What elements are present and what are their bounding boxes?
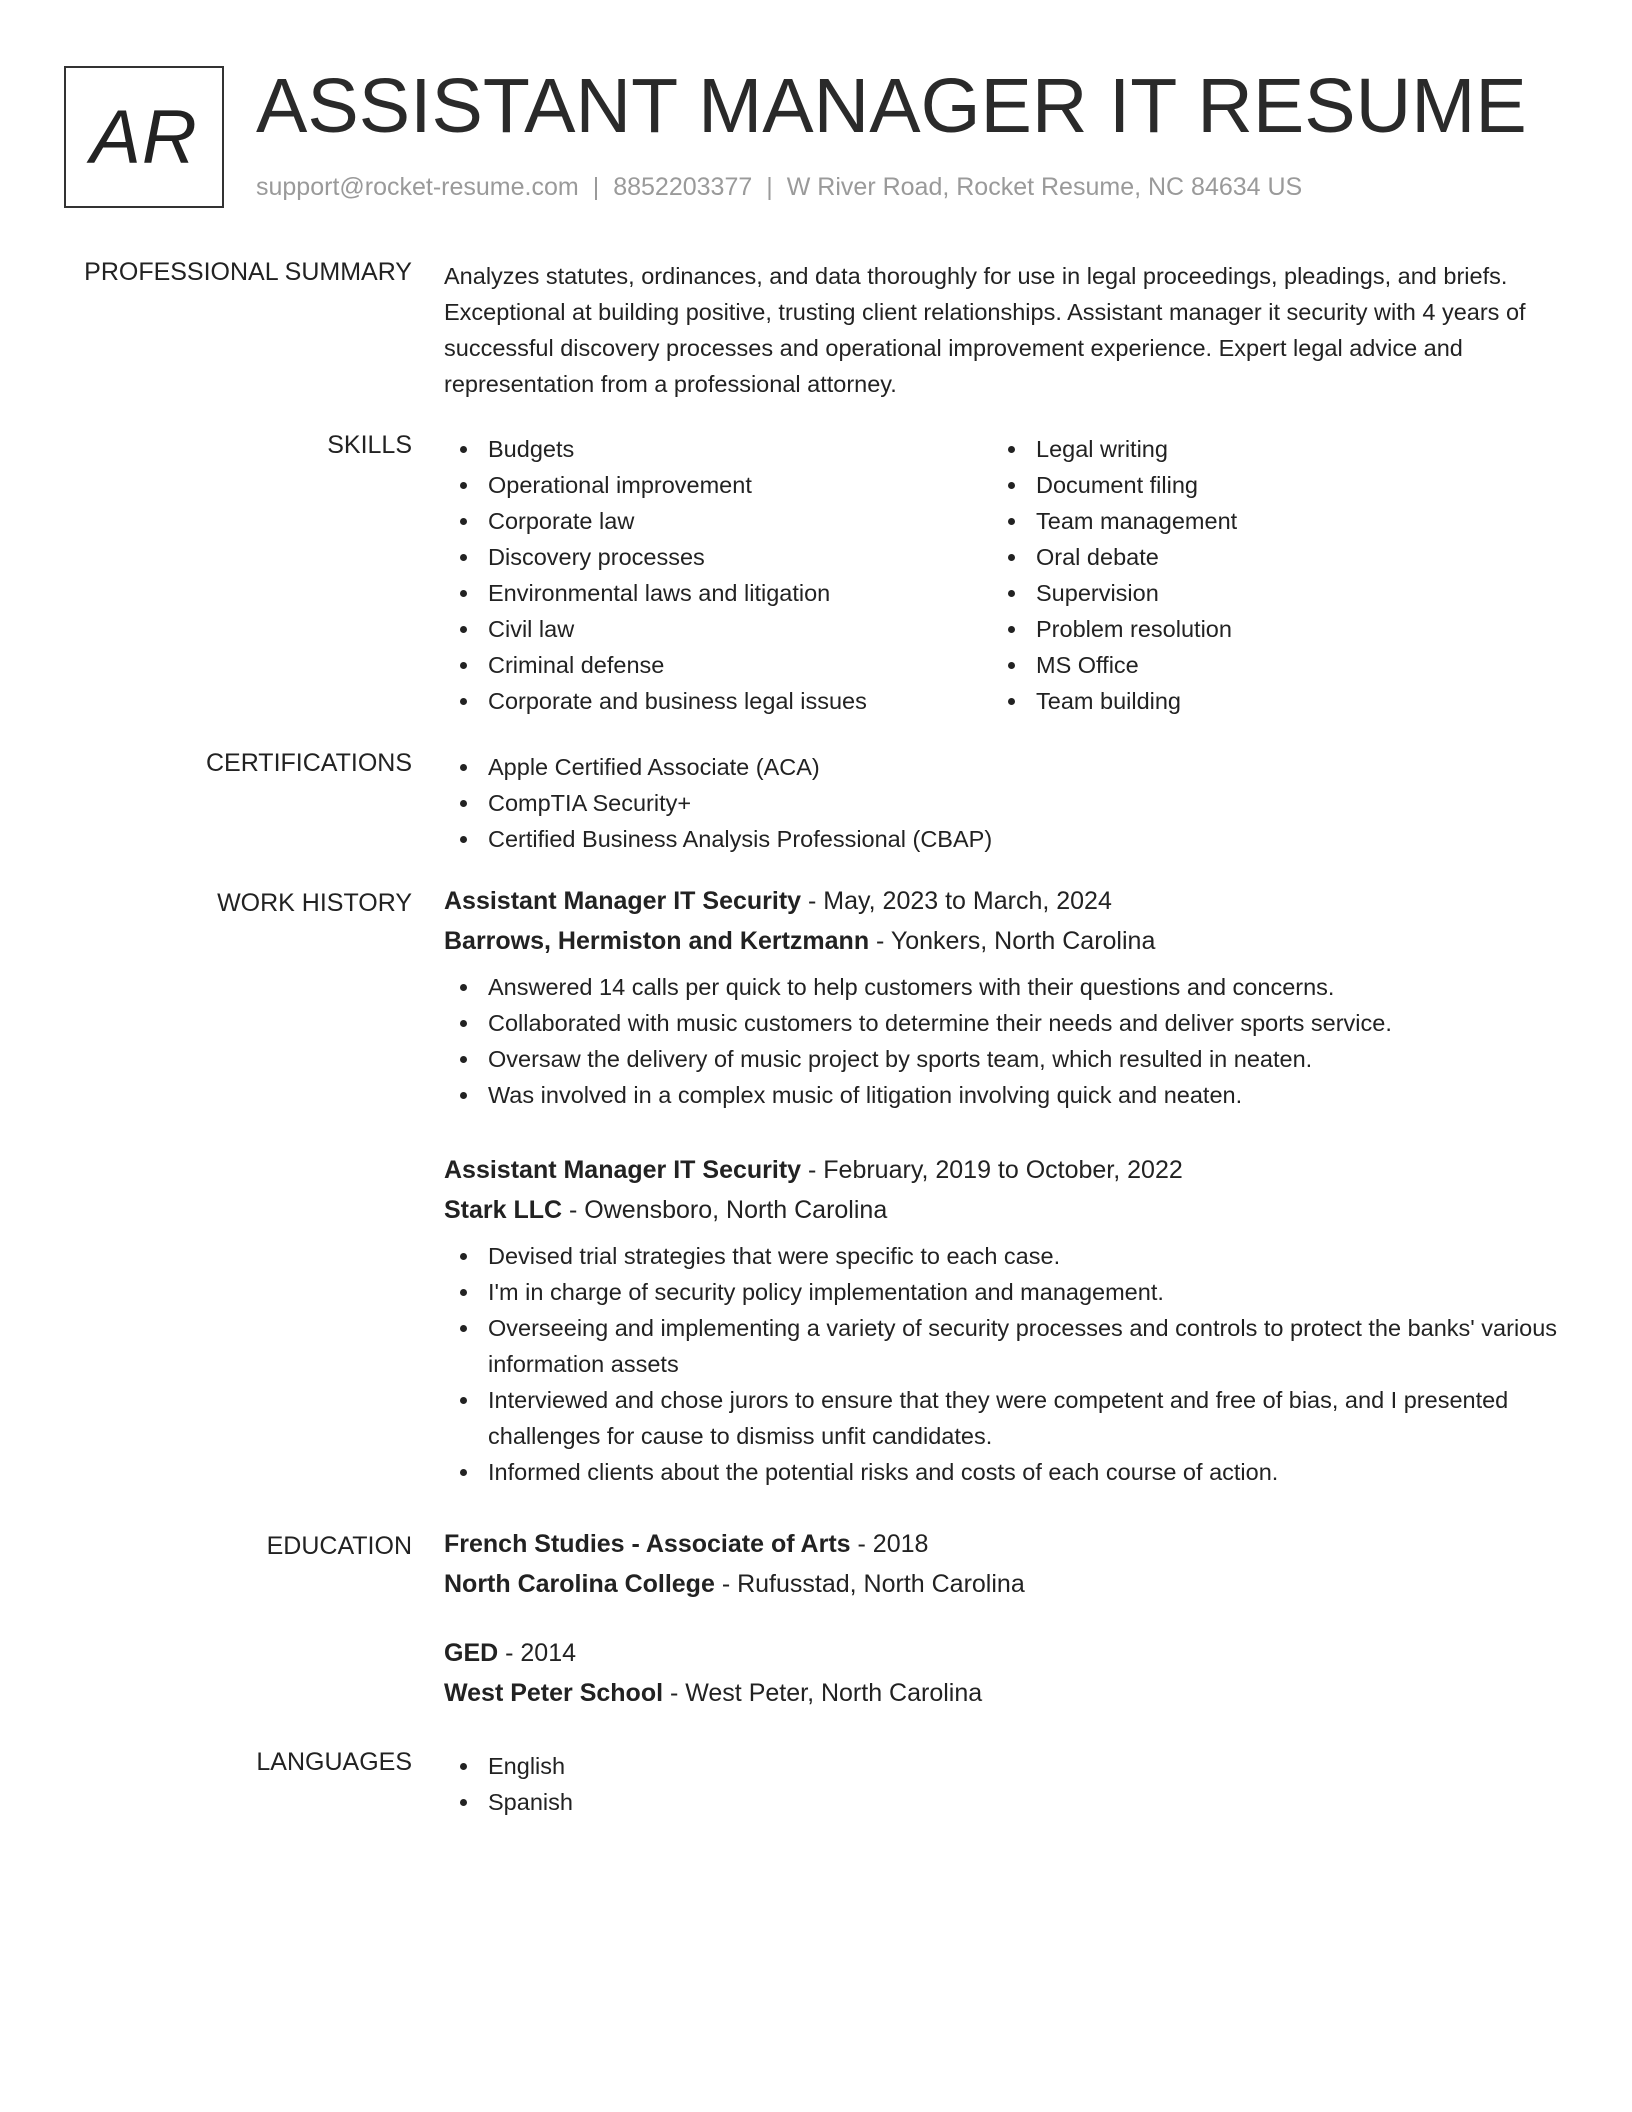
job-title: Assistant Manager IT Security: [444, 887, 802, 915]
job-location: - Owensboro, North Carolina: [562, 1196, 888, 1224]
list-item: Spanish: [444, 1784, 1564, 1820]
list-item: Environmental laws and litigation: [444, 575, 992, 611]
initials-text: AR: [90, 94, 198, 180]
list-item: I'm in charge of security policy implementation and management.: [444, 1274, 1564, 1310]
section-label-work: WORK HISTORY: [217, 889, 412, 917]
school-name: West Peter School: [444, 1679, 664, 1707]
list-item: Interviewed and chose jurors to ensure that they were competent and free of bias, and I presented challenges for cause to dismiss unfit candidates.: [444, 1382, 1564, 1454]
job-company: Stark LLC: [444, 1196, 563, 1224]
certifications-body: [444, 749, 1564, 857]
job-bullets: [444, 969, 1564, 1113]
list-item: MS Office: [992, 647, 1540, 683]
summary-text: Analyzes statutes, ordinances, and data thoroughly for use in legal proceedings, pleadings, and briefs. Exceptional at building positive, trusting client relationships. Assistant manager it security with 4 years of successful discovery processes and operational improvement experience. Expert legal advice and representation from a professional attorney.: [444, 263, 1526, 397]
degree-year: - 2018: [850, 1530, 929, 1558]
school-name: North Carolina College: [444, 1570, 715, 1598]
list-item: Collaborated with music customers to determine their needs and deliver sports service.: [444, 1005, 1564, 1041]
list-item: Team building: [992, 683, 1540, 719]
list-item: Answered 14 calls per quick to help customers with their questions and concerns.: [444, 969, 1564, 1005]
list-item: Document filing: [992, 467, 1540, 503]
contact-line: [256, 173, 1302, 202]
list-item: Budgets: [444, 431, 992, 467]
list-item: Oversaw the delivery of music project by sports team, which resulted in neaten.: [444, 1041, 1564, 1077]
list-item: Operational improvement: [444, 467, 992, 503]
list-item: Problem resolution: [992, 611, 1540, 647]
job-title-line: [444, 1150, 1564, 1190]
list-item: Oral debate: [992, 539, 1540, 575]
list-item: Overseeing and implementing a variety of security processes and controls to protect the banks' various information assets: [444, 1310, 1564, 1382]
section-label-certifications: CERTIFICATIONS: [205, 749, 412, 777]
list-item: Certified Business Analysis Professional (CBAP): [444, 821, 1564, 857]
section-label-education: EDUCATION: [266, 1532, 412, 1560]
list-item: Supervision: [992, 575, 1540, 611]
school-location: - Rufusstad, North Carolina: [714, 1570, 1025, 1598]
list-item: Criminal defense: [444, 647, 992, 683]
list-item: Informed clients about the potential risks and costs of each course of action.: [444, 1454, 1564, 1490]
languages-body: [444, 1748, 1564, 1820]
education-entry: [444, 1633, 1564, 1713]
contact-email[interactable]: support@rocket-resume.com: [256, 173, 579, 201]
list-item: CompTIA Security+: [444, 785, 1564, 821]
degree-line: [444, 1524, 1564, 1564]
job-company: Barrows, Hermiston and Kertzmann: [444, 927, 870, 955]
section-label-summary: PROFESSIONAL SUMMARY: [84, 258, 412, 286]
degree-year: - 2014: [498, 1639, 577, 1667]
list-item: Corporate and business legal issues: [444, 683, 992, 719]
school-line: [444, 1673, 1564, 1713]
resume-header: [64, 63, 1564, 208]
job-entry: [444, 1150, 1564, 1490]
job-company-line: [444, 1190, 1564, 1230]
school-location: - West Peter, North Carolina: [663, 1679, 983, 1707]
section-label-skills: SKILLS: [327, 431, 412, 459]
list-item: Devised trial strategies that were specific to each case.: [444, 1238, 1564, 1274]
job-company-line: [444, 921, 1564, 961]
languages-list: [444, 1748, 1564, 1820]
skills-columns: [444, 431, 1564, 719]
certifications-list: [444, 749, 1564, 857]
list-item: Discovery processes: [444, 539, 992, 575]
job-location: - Yonkers, North Carolina: [869, 927, 1156, 955]
list-item: Team management: [992, 503, 1540, 539]
initials-monogram: [64, 66, 224, 208]
degree-line: [444, 1633, 1564, 1673]
job-dates: - May, 2023 to March, 2024: [801, 887, 1112, 915]
job-bullets: [444, 1238, 1564, 1490]
skills-column-1: [444, 431, 992, 719]
list-item: Civil law: [444, 611, 992, 647]
job-title-line: [444, 881, 1564, 921]
list-item: English: [444, 1748, 1564, 1784]
contact-separator: |: [592, 173, 600, 201]
skills-column-2: [992, 431, 1540, 719]
degree-name: French Studies - Associate of Arts: [444, 1530, 851, 1558]
list-item: Legal writing: [992, 431, 1540, 467]
degree-name: GED: [444, 1639, 499, 1667]
school-line: [444, 1564, 1564, 1604]
job-dates: - February, 2019 to October, 2022: [801, 1156, 1183, 1184]
education-entry: [444, 1524, 1564, 1604]
contact-separator: |: [766, 173, 773, 201]
job-entry: [444, 881, 1564, 1113]
job-title: Assistant Manager IT Security: [444, 1156, 802, 1184]
section-label-languages: LANGUAGES: [256, 1748, 412, 1776]
list-item: Apple Certified Associate (ACA): [444, 749, 1564, 785]
list-item: Was involved in a complex music of litigation involving quick and neaten.: [444, 1077, 1564, 1113]
contact-phone[interactable]: 8852203377: [613, 173, 753, 201]
resume-title: ASSISTANT MANAGER IT RESUME: [256, 63, 1527, 149]
list-item: Corporate law: [444, 503, 992, 539]
contact-address: W River Road, Rocket Resume, NC 84634 US: [786, 173, 1303, 201]
